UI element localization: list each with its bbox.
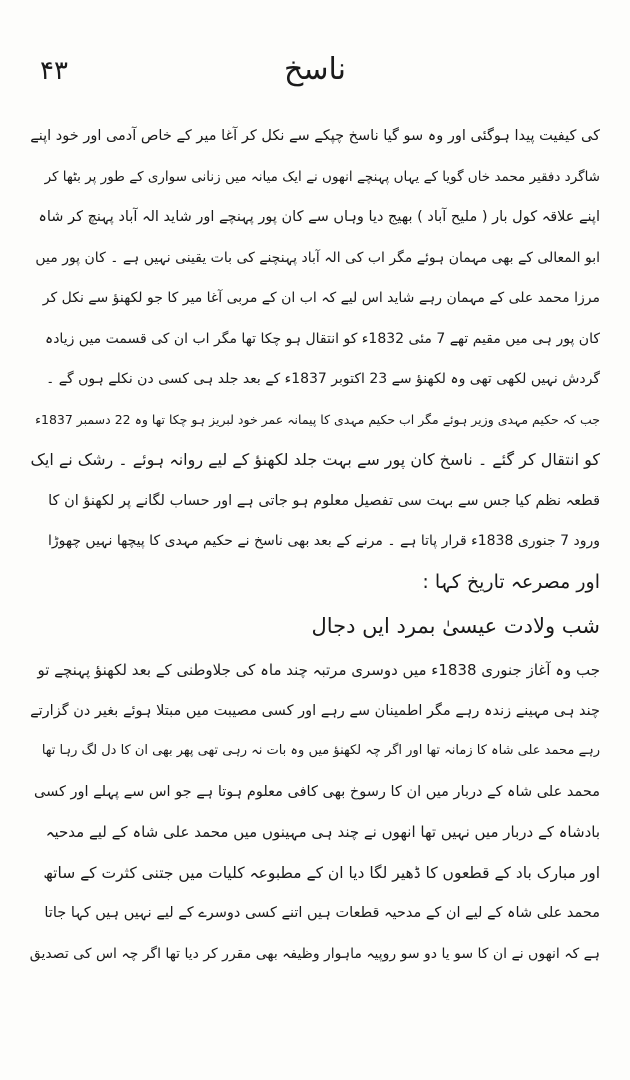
- text-line: ورود 7 جنوری 1838ء قرار پاتا ہے ۔ مرنے کے بعد بھی ناسخ نے حکیم مہدی کا پیچھا نہیں چھوڑا: [47, 533, 600, 549]
- page-number: ۴۳: [40, 56, 68, 86]
- text-line: گردش نہیں لکھی تھی وہ لکھنؤ سے 23 اکتوبر 1837ء کے بعد جلد ہی کسی دن نکلے ہوں گے ۔: [46, 371, 600, 387]
- text-line: شاگرد دفقیر محمد خاں گویا کے یہاں پہنچے انھوں نے ایک میانہ میں زنانی سواری کے طور پر بٹھا کر: [44, 168, 600, 185]
- text-line: ابو المعالی کے بھی مہمان ہوئے مگر اب کی الہ آباد پہنچنے کی بات یقینی نہیں ہے ۔ کان پور میں: [35, 249, 600, 266]
- text-line: کو انتقال کر گئے ۔ ناسخ کان پور سے بہت جلد لکھنؤ کے لیے روانہ ہوئے ۔ رشک نے ایک: [30, 450, 600, 469]
- paragraph-2: [30, 650, 600, 974]
- text-line: اپنے علاقہ کول بار ( ملیح آباد ) بھیج دیا وہاں سے کان پور پہنچے اور شاید الہ آباد پہنچ کر شاہ: [38, 209, 600, 225]
- text-line: ہے کہ انھوں نے ان کا سو یا دو سو روپیہ ماہوار وظیفہ بھی مقرر کر دیا تھا اگر چہ اس کی تصدیق: [30, 945, 600, 962]
- poem-verse: شب ولادت عیسیٰ بمرد ایں دجال: [311, 614, 600, 638]
- text-line: کی کیفیت پیدا ہوگئی اور وہ سو گیا ناسخ چپکے سے نکل کر آغا میر کے خاص آدمی اور خود اپنے: [30, 128, 600, 144]
- running-head: ناسخ: [284, 52, 346, 87]
- text-line: رہے محمد علی شاہ کا زمانہ تھا اور اگر چہ لکھنؤ میں وہ بات نہ رہی تھی پھر بھی ان کا دل لگ رہا تھا: [41, 743, 600, 758]
- text-line: اور مبارک باد کے قطعوں کا ڈھیر لگا دیا ان کے مطبوعہ کلیات میں جتنی کثرت کے ساتھ: [43, 863, 600, 882]
- text-line: محمد علی شاہ کے دربار میں ان کا رسوخ بھی کافی معلوم ہوتا ہے جو اس سے پہلے اور کسی: [33, 783, 600, 800]
- paragraph-1: [30, 116, 600, 602]
- text-line: جب وہ آغاز جنوری 1838ء میں دوسری مرتبہ چند ماہ کی جلاوطنی کے بعد لکھنؤ پہنچے تو: [37, 661, 600, 679]
- text-line: اور مصرعہ تاریخ کہا :: [422, 570, 600, 593]
- text-line: مرزا محمد علی کے مہمان رہے شاید اس لیے کہ اب ان کے مربی آغا میر کا جو لکھنؤ سے نکل کر: [42, 290, 600, 306]
- text-line: قطعہ نظم کیا جس سے بہت سی تفصیل معلوم ہو جاتی ہے اور حساب لگانے پر لکھنؤ ان کا: [48, 492, 600, 509]
- text-line: چند ہی مہینے زندہ رہے مگر اطمینان سے رہے اور کسی مصیبت میں مبتلا ہوئے بغیر دن گزارتے: [30, 702, 600, 719]
- text-line: کان پور ہی میں مقیم تھے 7 مئی 1832ء کو انتقال ہو چکا تھا مگر اب ان کی قسمت میں زیادہ: [44, 330, 600, 347]
- text-line: جب کہ حکیم مہدی وزیر ہوئے مگر اب حکیم مہدی کا پیمانہ عمر خود لبریز ہو چکا تھا وہ 22 دسمبر 1837ء: [35, 411, 600, 427]
- text-line: بادشاہ کے دربار میں نہیں تھا انھوں نے چند ہی مہینوں میں محمد علی شاہ کے لیے مدحیہ: [45, 823, 600, 841]
- text-line: محمد علی شاہ کے لیے ان کے مدحیہ قطعات ہیں اتنے کسی دوسرے کے لیے نہیں ہیں کہا جاتا: [44, 905, 600, 921]
- body-text: [30, 116, 600, 974]
